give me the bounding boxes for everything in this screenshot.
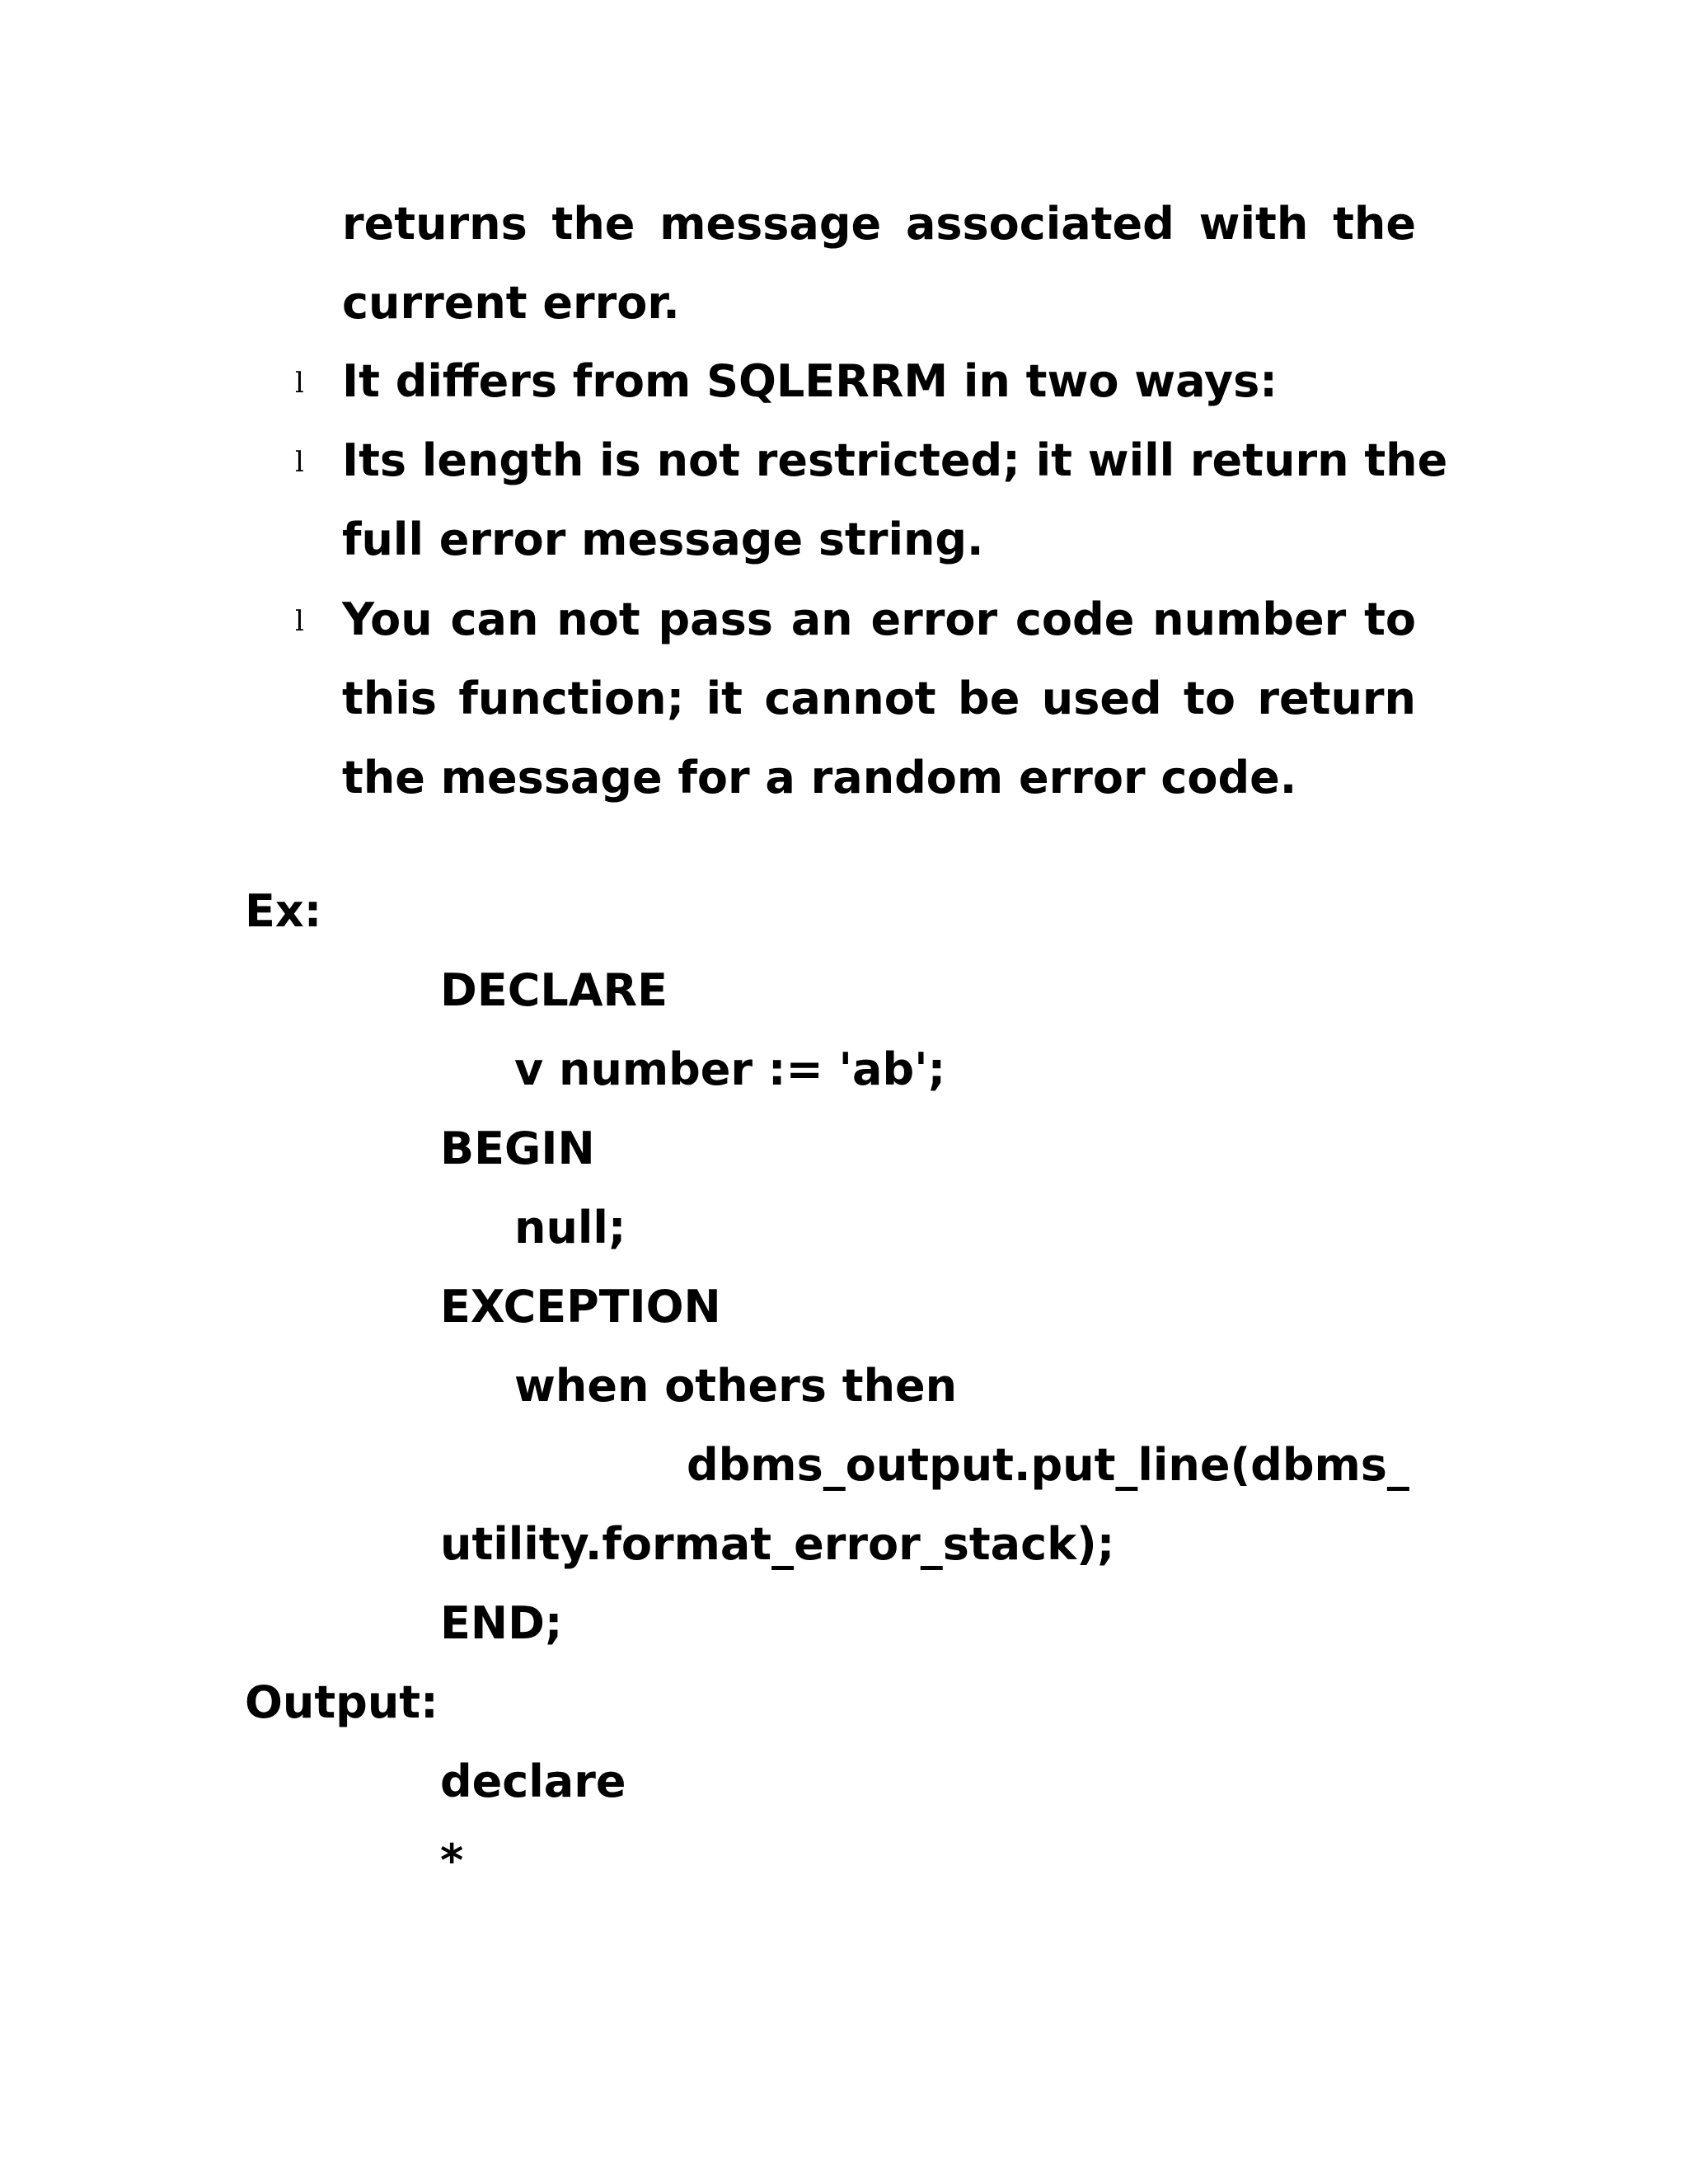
code-line-declare: DECLARE — [440, 964, 668, 1016]
bullet-marker: l — [295, 446, 304, 479]
bullet-1-line-1: It differs from SQLERRM in two ways: — [342, 355, 1278, 407]
code-line-null: null; — [514, 1202, 626, 1254]
code-line-put-line: dbms_output.put_line(dbms_ — [687, 1439, 1409, 1491]
bullet-marker: l — [295, 367, 304, 400]
code-line-format-error-stack: utility.format_error_stack); — [440, 1518, 1115, 1570]
bullet-2-line-1: Its length is not restricted; it will return the — [342, 434, 1448, 486]
intro-line-2: current error. — [342, 277, 680, 329]
output-line-declare: declare — [440, 1755, 626, 1807]
code-line-begin: BEGIN — [440, 1122, 595, 1174]
example-label: Ex: — [245, 885, 322, 937]
code-line-end: END; — [440, 1597, 563, 1649]
bullet-2-line-2: full error message string. — [342, 513, 984, 565]
code-line-exception: EXCEPTION — [440, 1281, 721, 1333]
bullet-3-line-1: You can not pass an error code number to — [342, 593, 1416, 645]
output-line-asterisk: * — [440, 1835, 464, 1886]
code-line-when-others: when others then — [514, 1360, 958, 1412]
bullet-marker: l — [295, 605, 304, 638]
intro-line-1: returns the message associated with the — [342, 198, 1416, 250]
bullet-3-line-2: this function; it cannot be used to return — [342, 673, 1416, 724]
code-line-variable: v number := 'ab'; — [514, 1043, 946, 1095]
bullet-3-line-3: the message for a random error code. — [342, 752, 1297, 804]
output-label: Output: — [245, 1676, 438, 1728]
